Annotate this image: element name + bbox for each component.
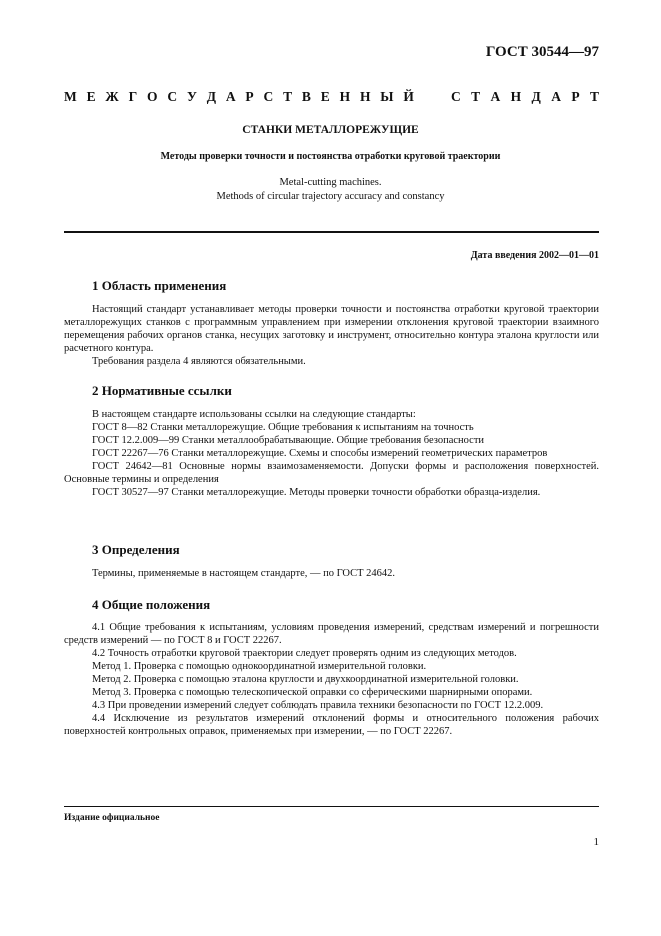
banner-letter: Т [283, 89, 293, 104]
document-subtitle: Методы проверки точности и постоянства отработки круговой траектории [160, 151, 501, 162]
section-1-paragraph: Требования раздела 4 являются обязательными. [92, 356, 306, 367]
section-4-paragraph: 4.4 Исключение из результатов измерений отклонений формы и относительного положения рабочих поверхностей контрольных оправок, применяемых при измерении, — по ГОСТ 22267. [64, 713, 599, 737]
banner-letter: Т [471, 89, 481, 104]
banner-letter: М [64, 89, 77, 104]
section-1-body [64, 303, 599, 368]
banner-letter: А [490, 89, 501, 104]
banner-letter: Н [339, 89, 351, 104]
section-1-heading: 1 Область применения [92, 278, 227, 293]
official-edition-label: Издание официальное [64, 813, 160, 823]
banner-letter: В [301, 89, 311, 104]
normative-reference: ГОСТ 12.2.009—99 Станки металлообрабатывающие. Общие требования безопасности [92, 435, 485, 446]
section-2-paragraph: В настоящем стандарте использованы ссылки на следующие стандарты: [92, 409, 416, 420]
section-4-paragraph: 4.3 При проведении измерений следует соблюдать правила техники безопасности по ГОСТ 12.2.009. [92, 700, 544, 711]
section-1-paragraph: Настоящий стандарт устанавливает методы проверки точности и постоянства отработки круговой траектории металлорежущих станков с программным управлением при измерении отклонения круговой траектории взаимного перемещения рабочих органов станка, несущих заготовку и инструмент, относительно контура эталона круглости или расчетного контура. [64, 304, 599, 354]
english-title [0, 176, 661, 204]
document-number: ГОСТ 30544—97 [485, 44, 599, 60]
banner-letter: Р [245, 89, 254, 104]
normative-reference: ГОСТ 22267—76 Станки металлорежущие. Схемы и способы измерений геометрических параметров [92, 448, 548, 459]
banner-letter: А [551, 89, 561, 104]
banner-letter: Н [359, 89, 371, 104]
section-4-paragraph: 4.2 Точность отработки круговой траектории следует проверять одним из следующих методов. [92, 648, 517, 659]
footer-divider [64, 806, 599, 807]
section-2-heading: 2 Нормативные ссылки [92, 383, 232, 398]
english-title-line-2: Methods of circular trajectory accuracy and constancy [216, 191, 445, 202]
section-4-method: Метод 2. Проверка с помощью эталона круглости и двухкоординатной измерительной головки. [92, 674, 519, 685]
banner-letter: С [451, 89, 461, 104]
section-2-body [64, 408, 599, 499]
introduction-date: Дата введения 2002—01—01 [470, 250, 599, 261]
banner-letter: Е [86, 89, 96, 104]
english-title-line-1: Metal-cutting machines. [279, 177, 382, 188]
banner-letter: Ы [380, 89, 394, 104]
banner-letter: Н [510, 89, 522, 104]
banner-word-interstate [64, 89, 414, 105]
banner-letter: Ж [105, 89, 119, 104]
banner-letter: Т [589, 89, 599, 104]
banner-letter: О [147, 89, 158, 104]
banner-letter: Й [403, 89, 414, 104]
page-number: 1 [593, 836, 599, 848]
document-title: СТАНКИ МЕТАЛЛОРЕЖУЩИЕ [242, 124, 419, 136]
standard-type-banner [64, 89, 599, 105]
section-4-body [64, 621, 599, 738]
normative-reference: ГОСТ 30527—97 Станки металлорежущие. Методы проверки точности обработки образца-изделия. [92, 487, 541, 498]
banner-letter: С [167, 89, 178, 104]
banner-letter: Д [206, 89, 216, 104]
section-3-heading: 3 Определения [92, 542, 180, 557]
banner-letter: У [186, 89, 197, 104]
section-4-method: Метод 3. Проверка с помощью телескопической оправки со сферическими шарнирными опорами. [92, 687, 533, 698]
banner-letter: Р [571, 89, 580, 104]
header-divider [64, 231, 599, 233]
banner-letter: Д [531, 89, 541, 104]
banner-letter: Е [320, 89, 330, 104]
section-4-heading: 4 Общие положения [92, 597, 211, 612]
normative-reference: ГОСТ 8—82 Станки металлорежущие. Общие требования к испытаниям на точность [92, 422, 474, 433]
banner-letter: Г [128, 89, 138, 104]
banner-word-standard [451, 89, 599, 105]
section-4-paragraph: 4.1 Общие требования к испытаниям, условиям проведения измерений, средствам измерений и погрешности средств измерений — по ГОСТ 8 и ГОСТ 22267. [64, 622, 599, 646]
banner-letter: С [263, 89, 274, 104]
section-3-paragraph: Термины, применяемые в настоящем стандарте, — по ГОСТ 24642. [92, 568, 396, 579]
banner-letter: А [225, 89, 236, 104]
normative-reference: ГОСТ 24642—81 Основные нормы взаимозаменяемости. Допуски формы и расположения поверхностей. Основные термины и определения [64, 461, 599, 485]
section-4-method: Метод 1. Проверка с помощью однокоординатной измерительной головки. [92, 661, 427, 672]
section-3-body [64, 567, 599, 580]
